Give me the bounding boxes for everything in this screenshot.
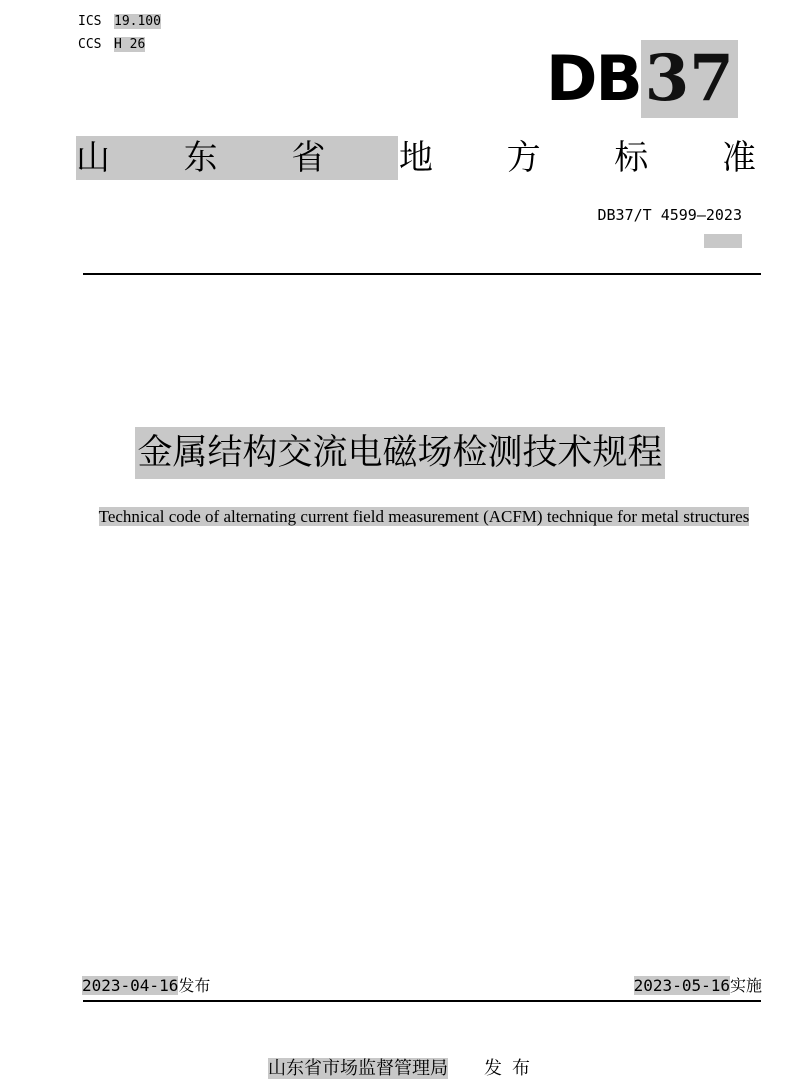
db37-logo (546, 40, 738, 118)
logo-number: 37 (641, 40, 738, 118)
province-title-char: 山 (76, 138, 110, 178)
province-title-char: 方 (506, 138, 541, 178)
ccs-value: H 26 (114, 37, 146, 52)
logo-prefix: DB (546, 42, 641, 115)
province-title-char: 地 (398, 138, 433, 178)
issuer-name: 山东省市场监督管理局 (268, 1058, 448, 1079)
ics-code (78, 14, 161, 30)
province-title-char: 省 (291, 138, 326, 178)
ics-value: 19.100 (114, 14, 161, 29)
ccs-label: CCS (78, 37, 102, 52)
ccs-code (78, 37, 145, 53)
implement-date-value: 2023-05-16 (633, 976, 730, 995)
document-title-cn: 金属结构交流电磁场检测技术规程 (135, 427, 664, 479)
document-title-en: Technical code of alternating current field measurement (ACFM) technique for metal structures (98, 507, 750, 526)
header-divider (83, 273, 761, 275)
issue-date-value: 2023-04-16 (82, 976, 179, 995)
province-standard-title (76, 136, 756, 180)
province-title-char: 准 (721, 138, 756, 178)
province-title-char: 标 (614, 138, 649, 178)
standard-number: DB37/T 4599—2023 (597, 206, 742, 224)
issue-date-suffix: 发布 (178, 976, 211, 995)
issue-date (82, 975, 210, 997)
ics-label: ICS (78, 14, 102, 29)
footer-divider (83, 1000, 761, 1002)
standard-number-highlight (704, 234, 742, 248)
implement-date-suffix: 实施 (729, 976, 762, 995)
implement-date (634, 975, 762, 997)
issuer-action: 发布 (484, 1058, 540, 1079)
province-title-char: 东 (183, 138, 218, 178)
issuer (268, 1056, 540, 1082)
